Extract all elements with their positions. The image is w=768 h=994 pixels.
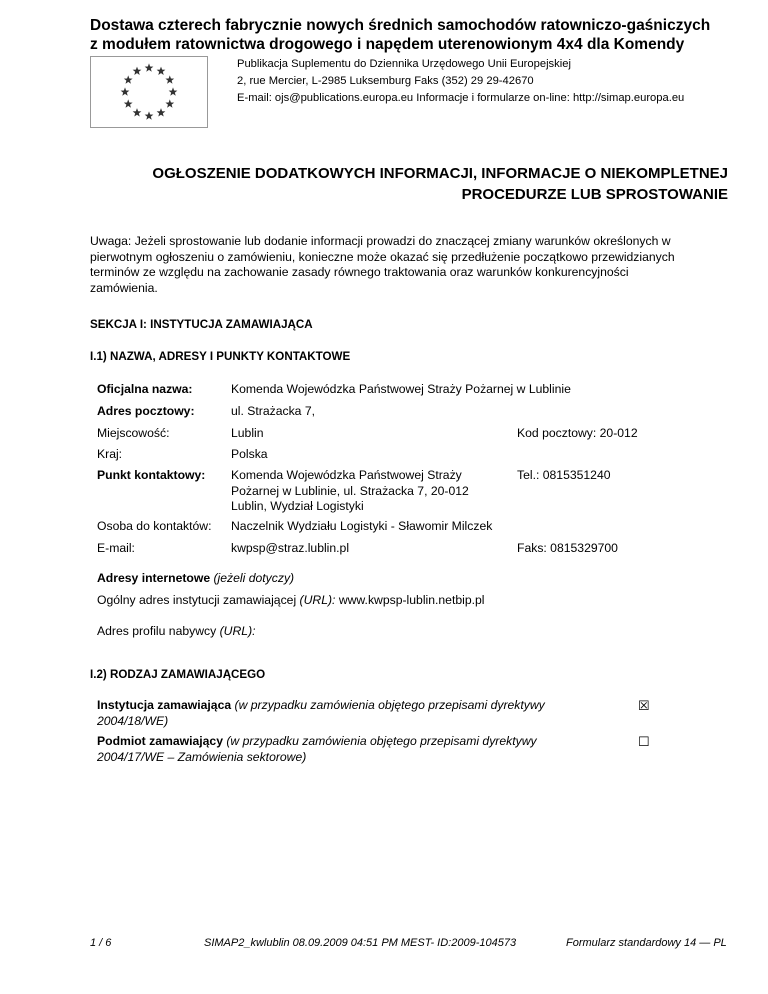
internet-hint: (jeżeli dotyczy)	[213, 571, 295, 585]
notice-heading-line1: OGŁOSZENIE DODATKOWYCH INFORMACJI, INFORMACJE O NIEKOMPLETNEJ	[152, 165, 728, 182]
form-label: Formularz standardowy 14 — PL	[566, 937, 727, 949]
official-name-value: Komenda Wojewódzka Państwowej Straży Pożarnej w Lublinie	[231, 382, 571, 396]
email-value[interactable]: kwpsp@straz.lublin.pl	[231, 541, 350, 555]
option-contracting-entity	[97, 734, 617, 765]
option-contracting-authority	[97, 698, 617, 729]
contact-point-line1: Komenda Wojewódzka Państwowej Straży	[231, 468, 462, 482]
contact-point-value	[231, 468, 469, 515]
publisher-line1: Publikacja Suplementu do Dziennika Urzędowego Unii Europejskiej	[237, 58, 571, 70]
option2-text-2: 2004/17/WE – Zamówienia sektorowe)	[97, 749, 307, 764]
general-address-row	[97, 593, 484, 609]
contact-person-value: Naczelnik Wydziału Logistyki - Sławomir Milczek	[231, 519, 493, 533]
country-label: Kraj:	[97, 447, 123, 461]
flag-star	[145, 63, 154, 71]
contact-point-line3: Lublin, Wydział Logistyki	[231, 499, 364, 513]
fax-value: Faks: 0815329700	[517, 541, 618, 555]
address-value: ul. Strażacka 7,	[231, 404, 315, 418]
email-label: E-mail:	[97, 541, 135, 555]
flag-star	[145, 111, 154, 119]
publisher-info	[237, 56, 684, 107]
contact-person-label: Osoba do kontaktów:	[97, 519, 212, 533]
general-address-value[interactable]: www.kwpsp-lublin.netbip.pl	[338, 593, 485, 607]
country-value: Polska	[231, 447, 268, 461]
section-title: SEKCJA I: INSTYTUCJA ZAMAWIAJĄCA	[90, 318, 313, 331]
option1-text-2: 2004/18/WE)	[97, 713, 169, 728]
notice-heading	[88, 163, 728, 205]
postal-code: Kod pocztowy: 20-012	[517, 426, 638, 440]
option2-bold: Podmiot zamawiający	[97, 734, 223, 748]
general-address-label: Ogólny adres instytucji zamawiającej	[97, 593, 297, 607]
eu-flag-logo	[90, 56, 208, 128]
contact-point-line2: Pożarnej w Lublinie, ul. Strażacka 7, 20-012	[231, 483, 469, 498]
page-number: 1 / 6	[90, 937, 112, 949]
city-value: Lublin	[231, 426, 264, 440]
flag-star	[133, 67, 142, 75]
flag-star	[124, 75, 133, 83]
subsection-title-2: I.2) RODZAJ ZAMAWIAJĄCEGO	[90, 668, 266, 681]
flag-star	[165, 99, 174, 107]
publisher-line3: E-mail: ojs@publications.europa.eu Informacje i formularze on-line: http://simap.europa.eu	[237, 92, 685, 104]
unchecked-checkbox-icon: ☐	[638, 734, 650, 749]
flag-star	[124, 99, 133, 107]
flag-star	[121, 87, 130, 95]
option1-bold: Instytucja zamawiająca	[97, 698, 232, 712]
note-paragraph	[90, 234, 730, 296]
note-line3: terminów ze względu na zachowanie zasady równego traktowania oraz warunków konkurencyjności	[90, 265, 629, 279]
general-address-hint: (URL):	[299, 593, 336, 607]
document-id: SIMAP2_kwlublin 08.09.2009 04:51 PM MEST- ID:2009-104573	[204, 937, 517, 949]
flag-star	[157, 67, 166, 75]
address-label: Adres pocztowy:	[97, 404, 195, 418]
internet-title: Adresy internetowe	[97, 571, 211, 585]
option2-text: (w przypadku zamówienia objętego przepisami dyrektywy	[226, 734, 537, 748]
city-label: Miejscowość:	[97, 426, 170, 440]
buyer-profile-row	[97, 624, 256, 640]
buyer-profile-label: Adres profilu nabywcy	[97, 624, 217, 638]
checked-checkbox-icon: ☒	[638, 698, 650, 713]
note-line4: zamówienia.	[90, 280, 158, 295]
option1-text: (w przypadku zamówienia objętego przepisami dyrektywy	[234, 698, 545, 712]
note-line2: pierwotnym ogłoszeniu o zamówieniu, konieczne może okazać się przedłużenie początkowo przewidzianych	[90, 249, 675, 264]
flag-star	[157, 108, 166, 116]
notice-heading-line2: PROCEDURZE LUB SPROSTOWANIE	[461, 186, 728, 203]
contact-point-label: Punkt kontaktowy:	[97, 468, 206, 482]
flag-star	[169, 87, 178, 95]
document-title-line2: z modułem ratownictwa drogowego i napędem uterenowionym 4x4 dla Komendy	[90, 36, 685, 53]
official-name-label: Oficjalna nazwa:	[97, 382, 193, 396]
subsection-title-1: I.1) NAZWA, ADRESY I PUNKTY KONTAKTOWE	[90, 350, 351, 363]
buyer-profile-hint: (URL):	[219, 624, 256, 638]
telephone: Tel.: 0815351240	[517, 468, 611, 482]
document-title-line1: Dostawa czterech fabrycznie nowych średnich samochodów ratowniczo-gaśniczych	[90, 17, 711, 34]
note-line1: Uwaga: Jeżeli sprostowanie lub dodanie informacji prowadzi do znaczącej zmiany warunków określonych w	[90, 234, 671, 248]
internet-addresses-heading	[97, 571, 294, 587]
publisher-line2: 2, rue Mercier, L-2985 Luksemburg Faks (352) 29 29-42670	[237, 75, 534, 87]
flag-star	[133, 108, 142, 116]
flag-star	[165, 75, 174, 83]
document-title	[90, 16, 730, 54]
